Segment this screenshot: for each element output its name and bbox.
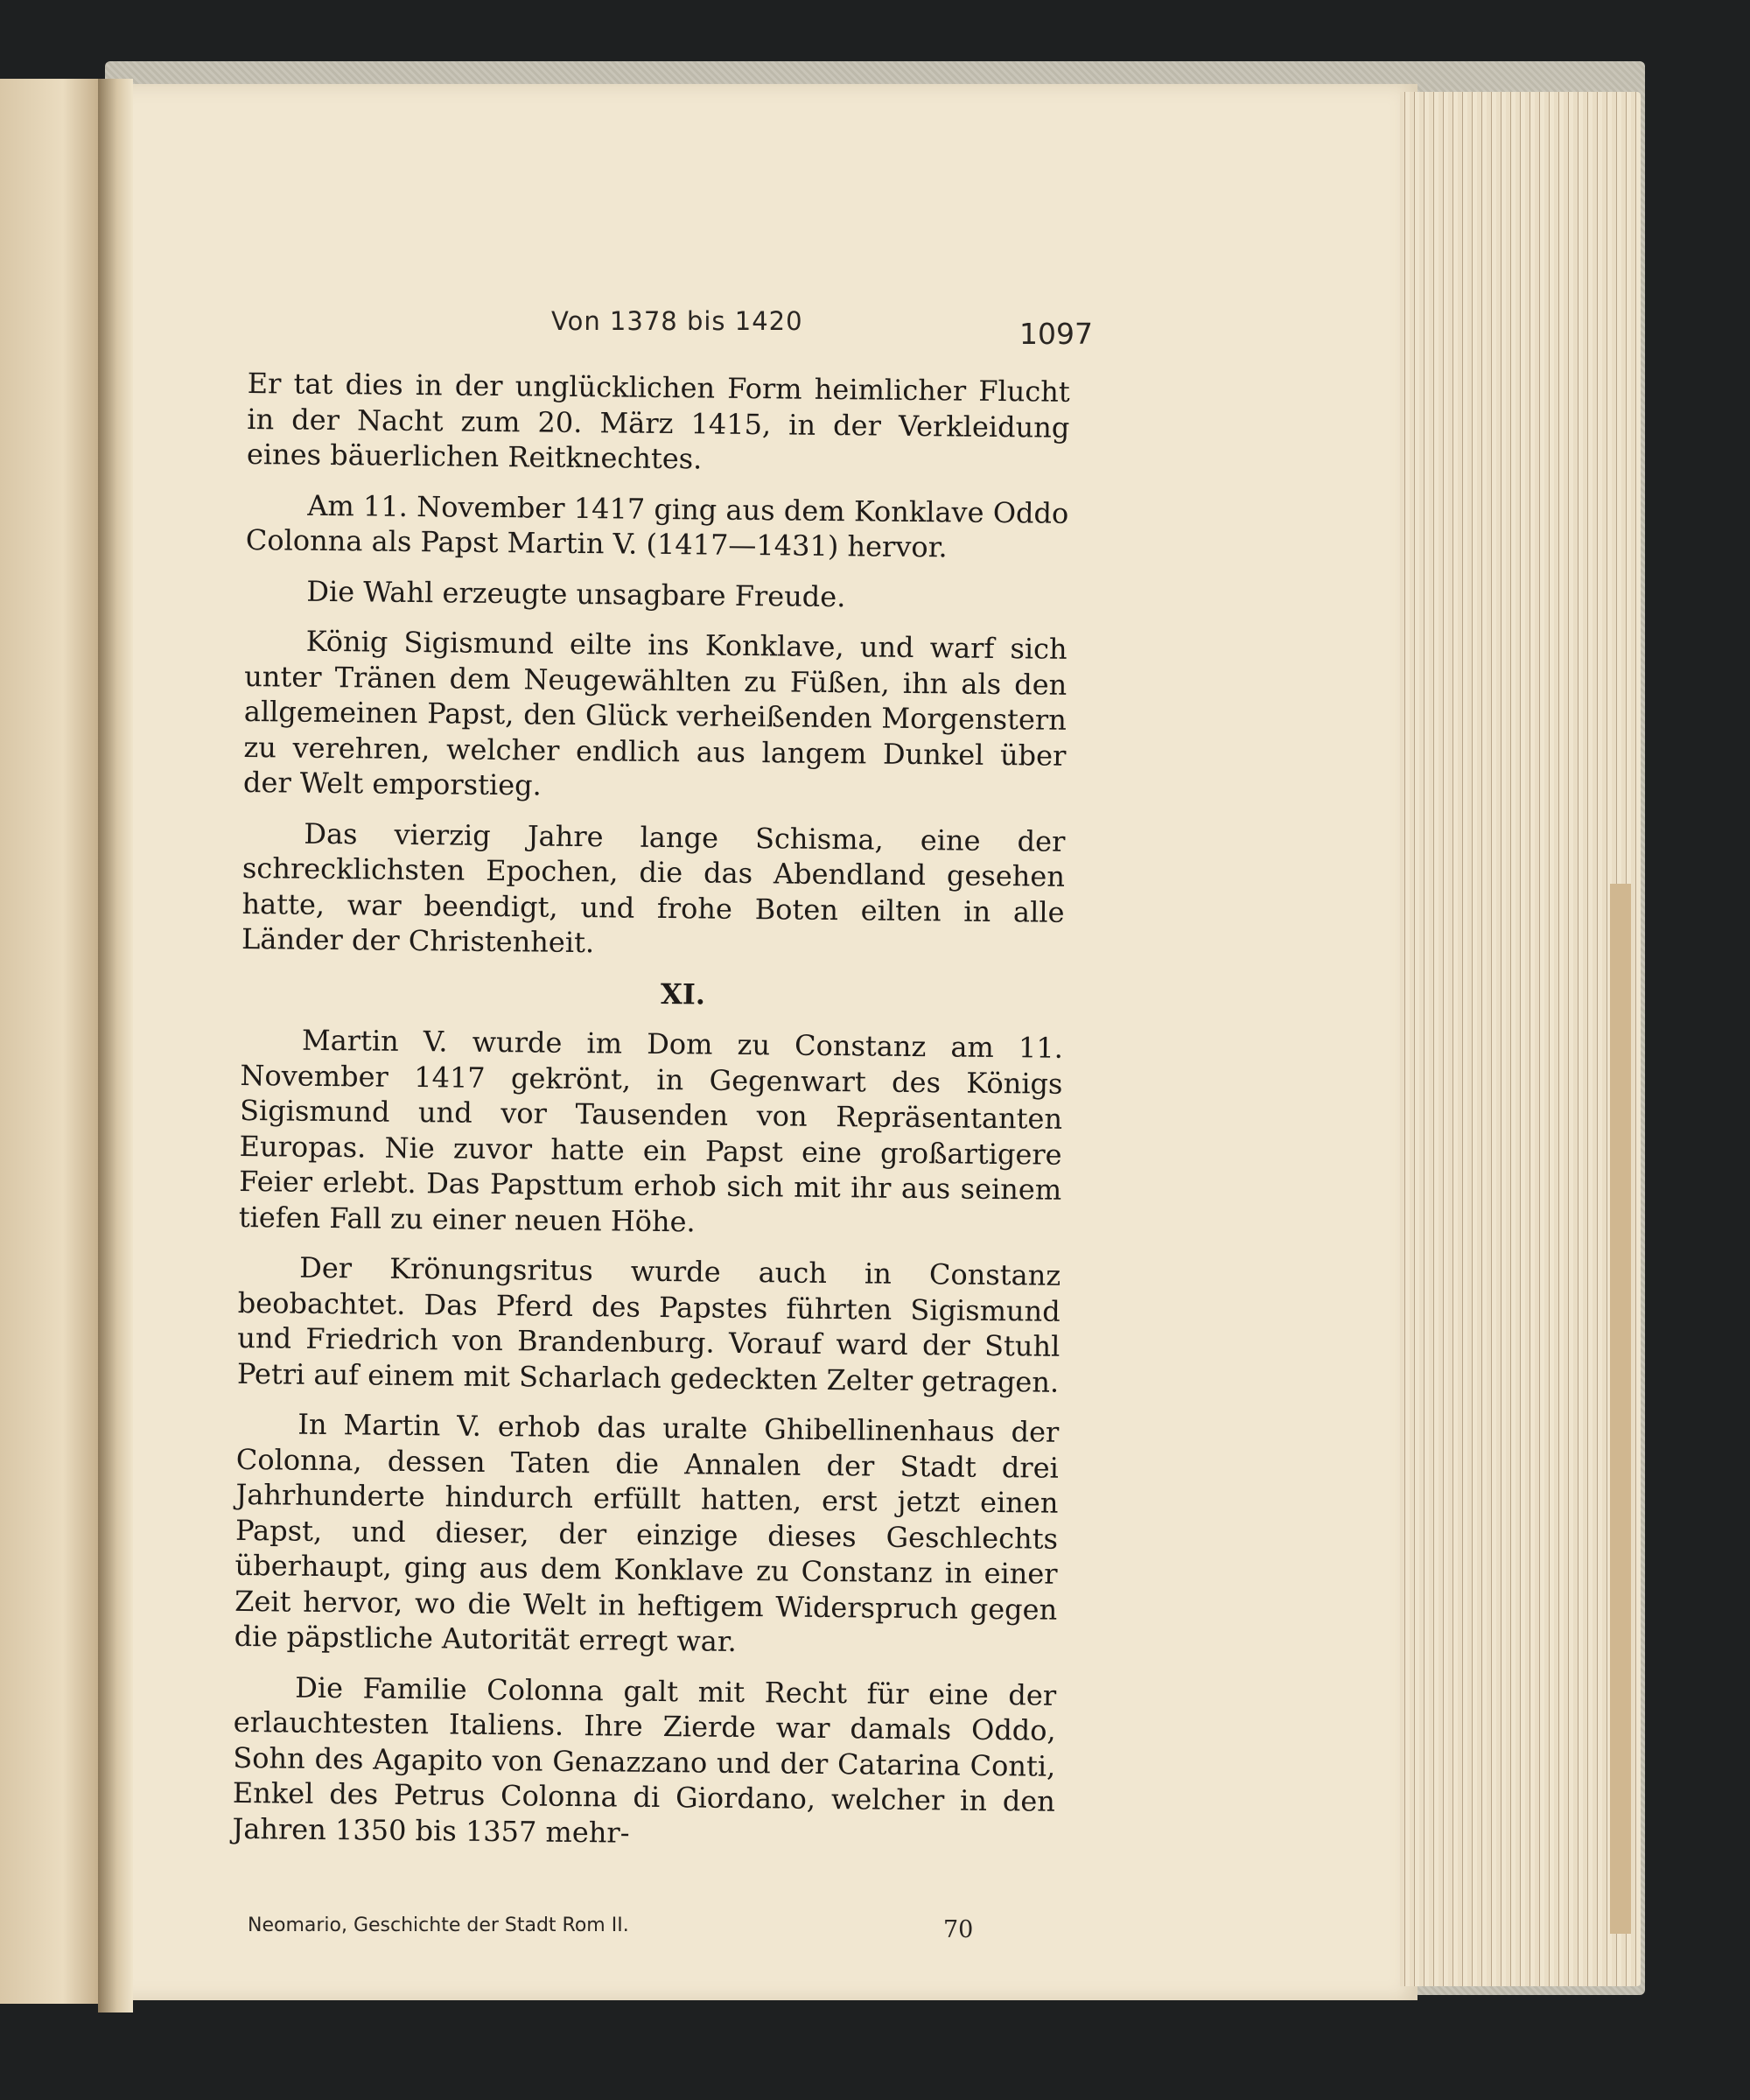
section-heading: XI. [660,976,706,1012]
page-edges [1400,92,1641,1986]
paragraph: Das vierzig Jahre lange Schisma, eine der schrecklichsten Epochen, die das Abendland gesehen hatte, war beendigt, und frohe Boten eilten in alle Länder der Christenheit. [241,816,1066,960]
page-body [232,366,1070,1870]
paragraph: Er tat dies in der unglücklichen Form heimlicher Flucht in der Nacht zum 20. März 1415, in der Verkleidung eines bäuerlichen Reitknechtes. [246,366,1070,476]
paragraph: Die Familie Colonna galt mit Recht für eine der erlauchtesten Italiens. Ihre Zierde war damals Oddo, Sohn des Agapito von Genazzano und der Catarina Conti, Enkel des Petrus Colonna di Giordano, welcher in den Jahren 1350 bis 1357 mehr- [232,1670,1057,1850]
paragraph: König Sigismund eilte ins Konklave, und warf sich unter Tränen dem Neugewählten zu Füßen, ihn als den allgemeinen Papst, den Glück verheißenden Morgenstern zu verehren, welcher endlich aus langem Dunkel über der Welt emporstieg. [242,624,1068,802]
left-page-edge [0,79,105,2004]
paragraph: Die Wahl erzeugte unsagbare Freude. [306,574,846,613]
paragraph: In Martin V. erhob das uralte Ghibellinenhaus der Colonna, dessen Taten die Annalen der Stadt drei Jahrhunderte hindurch erfüllt hatten, erst jetzt einen Papst, und dieser, der einzige dieses Geschlechts überhaupt, ging aus dem Konklave zu Constanz in einer Zeit hervor, wo die Welt in heftigem Widerspruch gegen die päpstliche Autorität erregt war. [234,1407,1060,1658]
running-head: Von 1378 bis 1420 [551,306,803,336]
bookmark-ribbon [1610,884,1631,1934]
book-gutter [98,79,133,2012]
paragraph: Martin V. wurde im Dom zu Constanz am 11. November 1417 gekrönt, in Gegenwart des Königs Sigismund und vor Tausenden von Repräsentanten Europas. Nie zuvor hatte ein Papst eine großartigere Feier erlebt. Das Papsttum erhob sich mit ihr aus seinem tiefen Fall zu einer neuen Höhe. [238,1023,1064,1238]
footer-sheet-number: 70 [943,1916,974,1943]
paragraph: Am 11. November 1417 ging aus dem Konklave Oddo Colonna als Papst Martin V. (1417—1431) hervor. [245,488,1069,564]
footer-signature: Neomario, Geschichte der Stadt Rom II. [248,1914,629,1936]
paragraph: Der Krönungsritus wurde auch in Constanz beobachtet. Das Pferd des Papstes führten Sigismund und Friedrich von Brandenburg. Vorauf ward der Stuhl Petri auf einem mit Scharlach gedeckten Zelter getragen. [236,1250,1061,1399]
page-number: 1097 [1019,317,1093,351]
